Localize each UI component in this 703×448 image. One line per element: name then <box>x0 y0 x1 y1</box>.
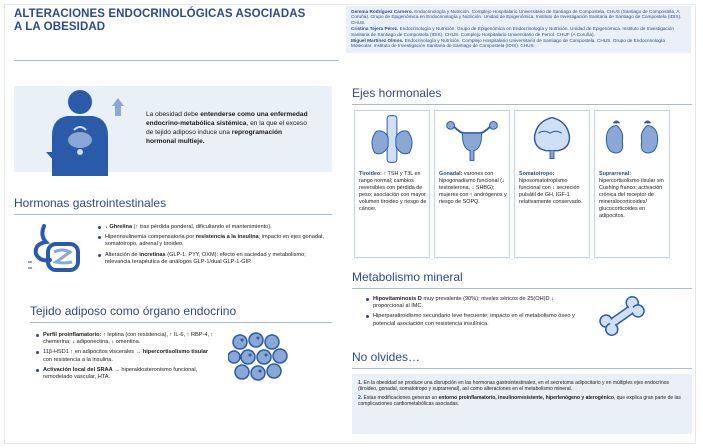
intro-text: La obesidad debe entenderse como una enfermedad endocrino-metabólica sistémica, en la que el exceso de tejido adiposo induce una reprogramación hormonal multieje. <box>146 111 308 145</box>
kidneys-icon <box>595 111 669 167</box>
eje-card-suprarrenal <box>594 110 670 258</box>
olvides-rule <box>352 368 692 369</box>
author-2: Cristina Tejera Pérez. Endocrinología y Nutrición. Grupo de Epigenómica en Endocrinología y Nutrición. Unidad de Epigenómica. Instituto de Investigación Sanitaria de Santiago de Compostela (IDIS). CHUS. Complejo Hospitalario Universitario de Ferrol. CHUF (A Coruña). <box>351 26 675 37</box>
list-item: ↓ Ghrelina (↑ tras pérdida ponderal, dificultando el mantenimiento). <box>98 224 324 231</box>
section-title-metabolismo: Metabolismo mineral <box>352 270 463 284</box>
metabolismo-list <box>366 296 576 331</box>
body-silhouette-icon <box>46 84 140 176</box>
tejido-rule <box>30 322 332 323</box>
list-item: Alteración de incretinas (GLP-1, PYY, OXM): efecto en saciedad y metabolismo; relevancia terapéutica de análogos GLP-1/dual GLP-1-GIP. <box>98 252 324 266</box>
eje-card-tiroideo <box>354 110 430 258</box>
adipocytes-icon <box>228 332 290 382</box>
author-3: Miguel Martínez Olmos. Endocrinología y Nutrición. Complejo Hospitalario Universitario de Santiago de Compostela. CHUS. Grupo de Endocrinología Molecular. Instituto de Investigación Sanitaria de Santiago de Compostela (IDIS). CHUS. <box>351 38 665 49</box>
eje-card-somatotropo <box>514 110 590 258</box>
hormonas-list <box>98 224 324 269</box>
list-item: 11β-HSD1 ↑ en adipocitos viscerales → hipercortisolismo tisular con resistencia a la insulina. <box>36 349 216 363</box>
section-title-olvides: No olvides… <box>352 350 421 364</box>
list-item: 2. Estas modificaciones generan un entorno proinflamatorio, insulinorresistente, hiperlenógeno y aterogénico, que explica gran parte de las complicaciones cardiometabólicas asociadas. <box>358 394 681 408</box>
tejido-list <box>36 332 216 384</box>
author-1: Gemma Rodríguez Carnero. Endocrinología y Nutrición. Complejo Hospitalario Universitario de Santiago de Compostela. CHUS (Santiago de Compostela, A Coruña). Grupo de Epigenómica en Endocrinología y Nutrición. Unidad de Epigenómica. Instituto de Investigación Sanitaria de Santiago de Compostela (IDIS). CHUS. <box>351 9 682 25</box>
hormonas-rule <box>14 214 332 215</box>
list-item: Hipovitaminosis D muy prevalente (90%); niveles séricos de 25(OH)D ↓ proporcional al IMC. <box>366 296 576 310</box>
eje-text-suprarrenal: Suprarrenal: hipercortisolismo tisular sin Cushing franco; activación crónica del receptor de mineralocorticoides/ glucocorticoides en adipocitos. <box>599 171 664 219</box>
section-title-hormonas: Hormonas gastrointestinales <box>14 196 167 210</box>
metabolismo-rule <box>352 288 692 289</box>
authors-box <box>346 6 691 53</box>
title-line-2: A LA OBESIDAD <box>14 21 106 33</box>
title-line-1: ALTERACIONES ENDOCRINOLÓGICAS ASOCIADAS <box>14 8 306 20</box>
list-item: 1. En la obesidad se produce una disrupción en las hormonas gastrointestinales, en el secretoma adipocitario y en múltiples ejes endocrinos (tiroideo, gonadal, somatotropo y suprarrenal), así como alteraciones en el metabolismo mineral. <box>358 380 670 393</box>
eje-card-gonadal <box>434 110 510 258</box>
list-item: Hiperinsulinemia compensatoria por resistencia a la insulina; impacto en ejes gonadal, somatotropo, adrenal y tiroideo. <box>98 234 324 248</box>
thyroid-icon <box>355 111 429 167</box>
eje-text-tiroideo: Tiroideo: ↑ TSH y T3L en rango normal; cambios reversibles con pérdida de peso; asociación con mayor volumen tiroideo y riesgo de cáncer. <box>359 171 427 212</box>
section-title-tejido: Tejido adiposo como órgano endocrino <box>30 304 237 318</box>
eje-text-gonadal: Gonadal: varones con hipogonadismo funcional (↓ testosterona, ↓ SHBG); mujeres con ↑ andrógenos y riesgo de SOPQ. <box>439 171 507 205</box>
page-title <box>14 8 339 34</box>
bone-icon <box>596 294 648 338</box>
digestive-system-icon <box>26 222 96 276</box>
section-title-ejes: Ejes hormonales <box>352 86 442 100</box>
eje-text-somatotropo: Somatotropo: hiposomatotropismo funcional con ↓ secreción pulsátil de GH, IGF-1 relativamente conservado. <box>519 171 583 205</box>
list-item: Perfil proinflamatorio: ↑ leptina (con resistencia), ↑ IL-6, ↑ RBP-4, ↑ chemerina; ↓ adiponectina, ↓ omentina. <box>36 332 216 346</box>
reminder-list <box>358 380 688 410</box>
ejes-rule <box>352 104 692 105</box>
title-rule <box>14 60 339 61</box>
uterus-icon <box>435 111 509 167</box>
list-item: Hiperparatiroidismo secundario leve frecuente; impacto en el metabolismo óseo y potencial asociación con resistencia insulínica. <box>366 313 576 327</box>
pituitary-icon <box>515 111 589 167</box>
list-item: Activación local del SRAA → hiperaldosteronismo funcional, remodelado vascular, HTA. <box>36 367 216 381</box>
